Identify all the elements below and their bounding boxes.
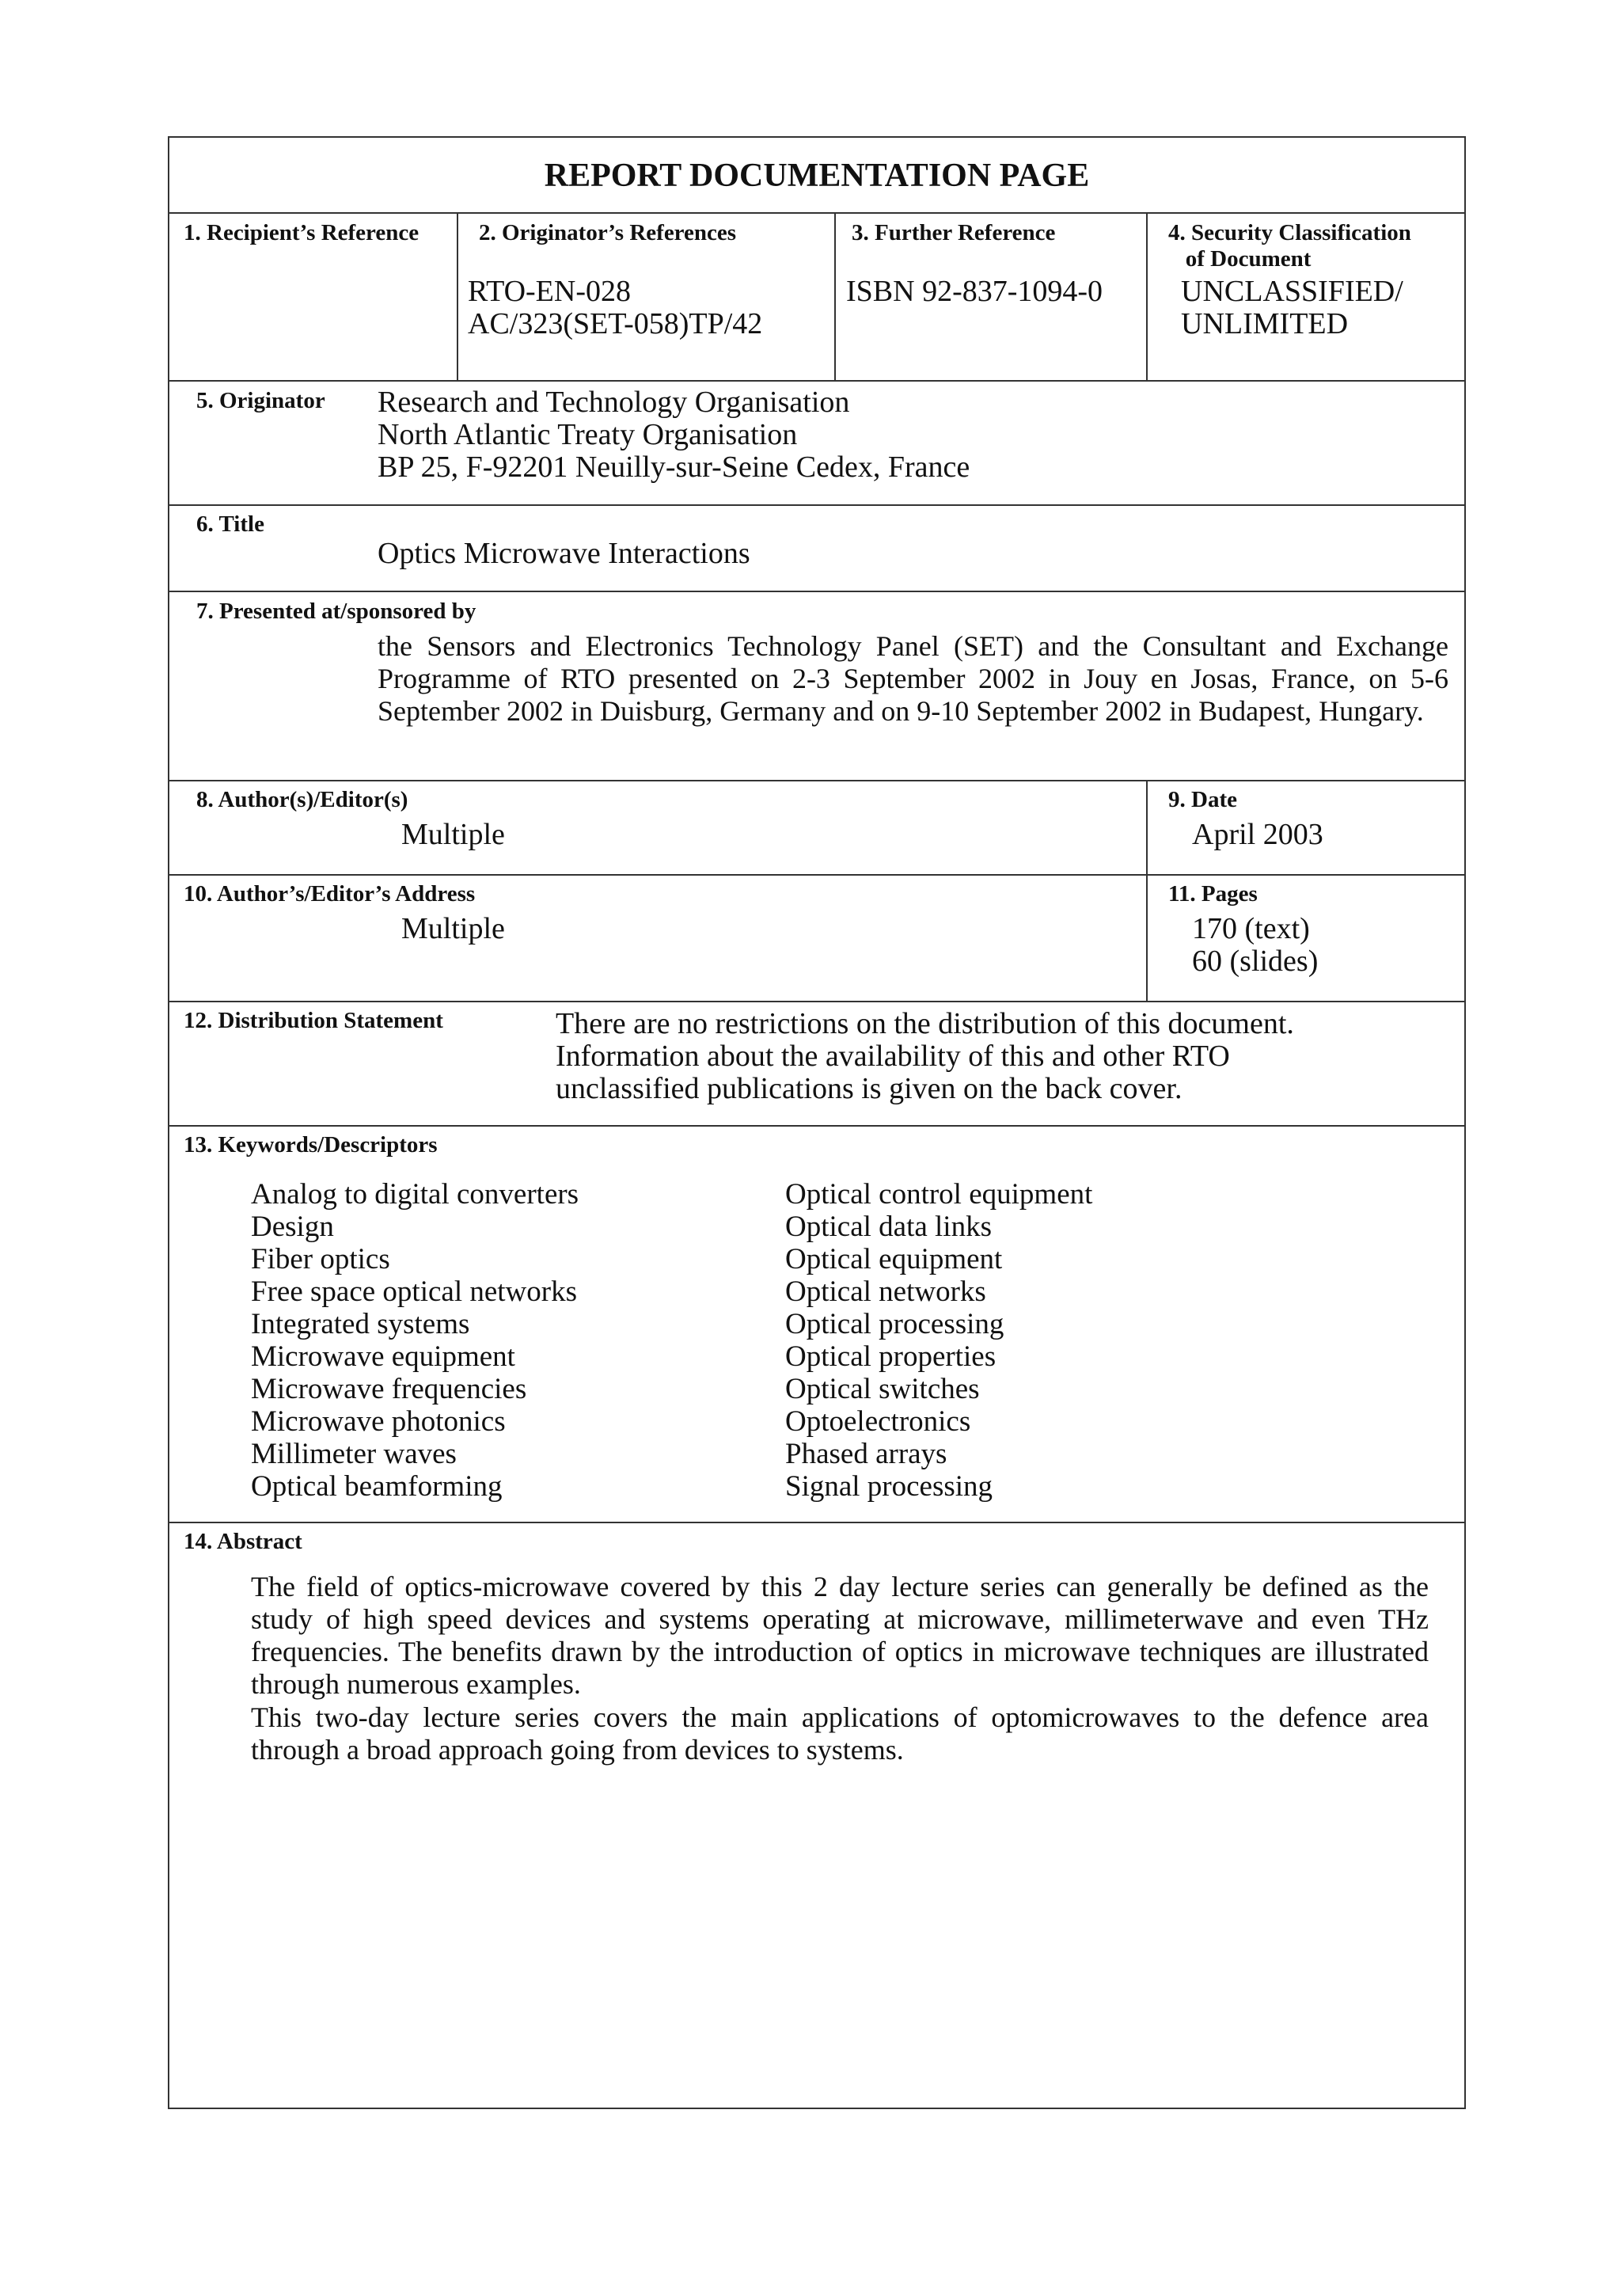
divider (169, 1001, 1464, 1002)
divider (1146, 212, 1148, 380)
divider (169, 1522, 1464, 1523)
originator-label: 5. Originator (196, 388, 325, 413)
divider (1146, 780, 1148, 1001)
keyword-item: Optoelectronics (785, 1405, 971, 1438)
divider (169, 780, 1464, 781)
divider (834, 212, 836, 380)
keyword-item: Signal processing (785, 1470, 993, 1503)
pages-label: 11. Pages (1168, 881, 1258, 907)
report-documentation-form (168, 136, 1466, 2109)
keyword-item: Microwave equipment (251, 1340, 515, 1373)
divider (169, 874, 1464, 876)
further-reference-label: 3. Further Reference (852, 220, 1056, 245)
divider (169, 212, 1464, 214)
further-reference-value: ISBN 92-837-1094-0 (846, 275, 1103, 308)
divider (169, 1125, 1464, 1127)
keywords-left-list (251, 1178, 579, 1503)
keyword-item: Integrated systems (251, 1308, 470, 1340)
keyword-item: Free space optical networks (251, 1275, 577, 1308)
keyword-item: Optical beamforming (251, 1470, 503, 1503)
keywords-label: 13. Keywords/Descriptors (184, 1132, 438, 1158)
originator-references-label: 2. Originator’s References (479, 220, 737, 245)
address-value: Multiple (401, 912, 505, 945)
divider (457, 212, 458, 380)
abstract-paragraph: The field of optics-microwave covered by this 2 day lecture series can generally be defined as the study of high speed devices and systems operating at microwave, millimeterwave and even THz frequencies. The benefits drawn by the introduction of optics in microwave techniques are illustrated through numerous examples. (251, 1571, 1429, 1700)
date-value: April 2003 (1192, 818, 1323, 851)
security-classification-value: UNCLASSIFIED/ UNLIMITED (1181, 275, 1403, 340)
address-label: 10. Author’s/Editor’s Address (184, 881, 476, 907)
keyword-item: Optical networks (785, 1275, 986, 1308)
divider (169, 504, 1464, 506)
keyword-item: Optical switches (785, 1373, 980, 1405)
abstract-label: 14. Abstract (184, 1529, 302, 1554)
title-value: Optics Microwave Interactions (378, 537, 750, 570)
keyword-item: Optical processing (785, 1308, 1004, 1340)
presented-value: the Sensors and Electronics Technology Panel (SET) and the Consultant and Exchange Programme of RTO presented on 2-3 September 2002 in Jouy en Josas, France, on 5-6 September 2002 in Duisburg, Germany and on 9-10 September 2002 in Budapest, Hungary. (378, 630, 1448, 727)
keyword-item: Millimeter waves (251, 1438, 457, 1470)
keyword-item: Analog to digital converters (251, 1178, 579, 1211)
title-label: 6. Title (196, 511, 264, 537)
recipient-reference-label: 1. Recipient’s Reference (184, 220, 419, 245)
keyword-item: Microwave photonics (251, 1405, 506, 1438)
security-classification-label: 4. Security Classification of Document (1168, 220, 1411, 272)
originator-references-value: RTO-EN-028 AC/323(SET-058)TP/42 (468, 275, 763, 340)
divider (169, 591, 1464, 592)
distribution-label: 12. Distribution Statement (184, 1008, 443, 1033)
authors-value: Multiple (401, 818, 505, 851)
divider (169, 380, 1464, 382)
keyword-item: Optical properties (785, 1340, 997, 1373)
keyword-item: Design (251, 1211, 334, 1243)
keyword-item: Microwave frequencies (251, 1373, 527, 1405)
keyword-item: Fiber optics (251, 1243, 390, 1275)
distribution-value: There are no restrictions on the distribution of this document. Information about the availability of this and other RTO unclassified publications is given on the back cover. (556, 1007, 1294, 1105)
keyword-item: Optical control equipment (785, 1178, 1093, 1211)
keyword-item: Optical equipment (785, 1243, 1003, 1275)
originator-value: Research and Technology Organisation North Atlantic Treaty Organisation BP 25, F-92201 Neuilly-sur-Seine Cedex, France (378, 386, 970, 484)
page-title: REPORT DOCUMENTATION PAGE (544, 158, 1090, 194)
keyword-item: Optical data links (785, 1211, 992, 1243)
authors-label: 8. Author(s)/Editor(s) (196, 787, 408, 812)
date-label: 9. Date (1168, 787, 1237, 812)
pages-value: 170 (text) 60 (slides) (1192, 912, 1319, 978)
keyword-item: Phased arrays (785, 1438, 947, 1470)
keywords-right-list (785, 1178, 1092, 1503)
abstract-paragraph: This two-day lecture series covers the main applications of optomicrowaves to the defence area through a broad approach going from devices to systems. (251, 1701, 1429, 1766)
presented-label: 7. Presented at/sponsored by (196, 599, 476, 624)
